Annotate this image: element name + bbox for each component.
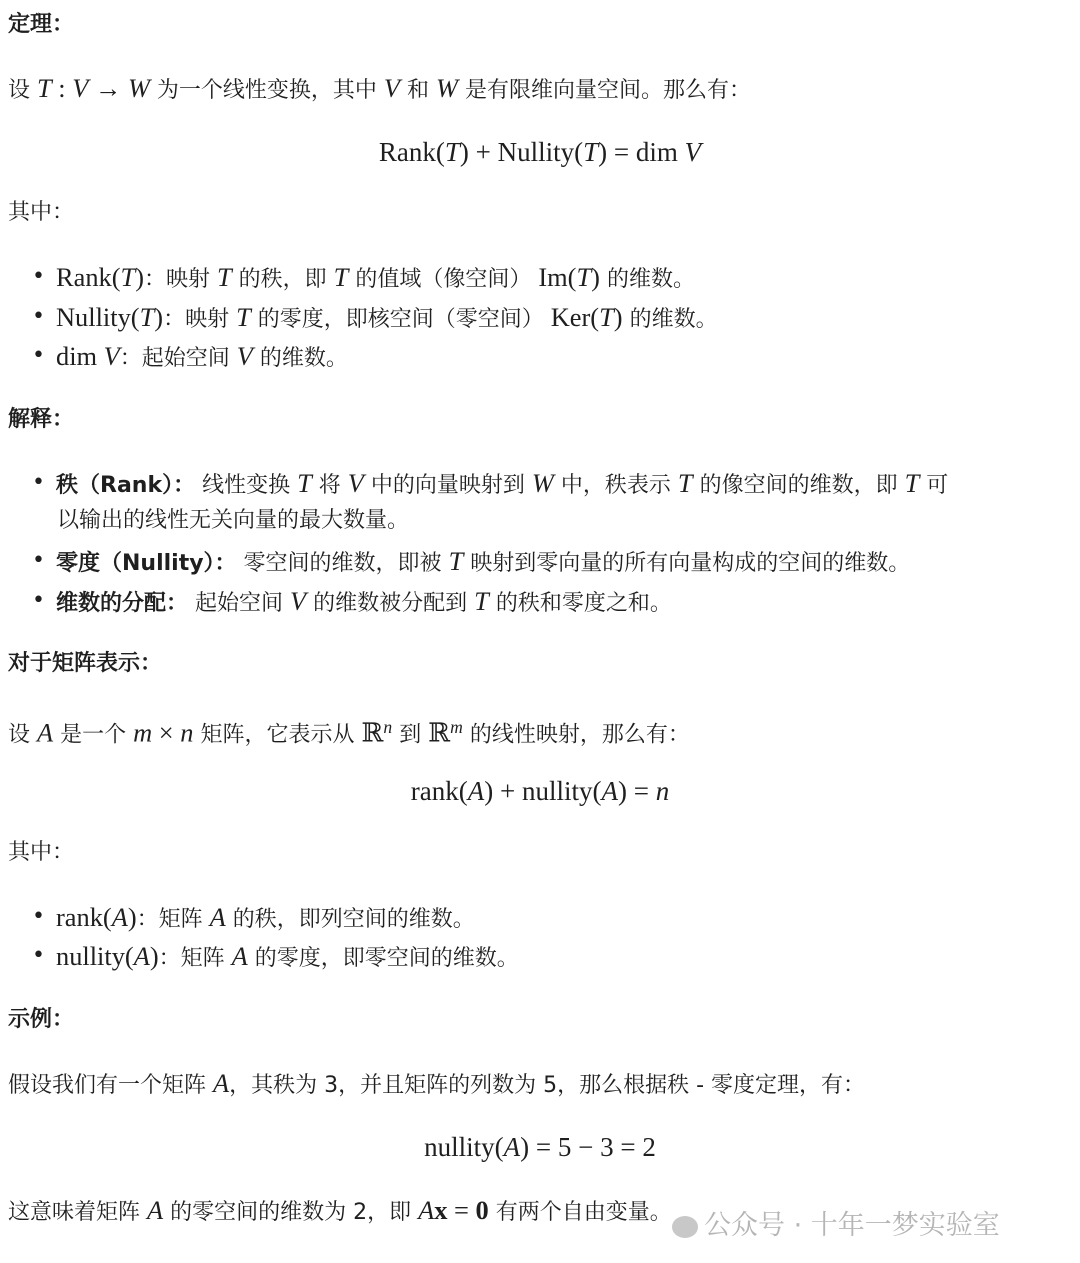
text-segment: 有两个自由变量。 [488, 1200, 672, 1225]
math-segment: A [147, 1195, 164, 1225]
list-item [32, 546, 911, 579]
math-segment: A [418, 1195, 435, 1225]
text-segment: ：起始空间 [119, 346, 237, 371]
text-segment: 零空间的维数，即被 [236, 551, 449, 576]
paragraph [8, 838, 74, 868]
text-segment: 的零空间的维数为 2，即 [163, 1200, 419, 1225]
text-segment: 中，秩表示 [553, 473, 678, 498]
math-segment: = [447, 1195, 476, 1225]
math-segment: Nullity( [56, 302, 140, 332]
math-segment: A [37, 717, 54, 748]
math-segment: ) [591, 262, 600, 292]
math-segment: n [655, 776, 670, 806]
text-segment: 这意味着矩阵 [8, 1200, 147, 1225]
math-segment: ℝ [428, 717, 451, 748]
math-segment: T [297, 468, 312, 498]
math-segment: V [72, 73, 89, 103]
math-segment: ℝ [361, 717, 384, 748]
math-segment: A [213, 1068, 230, 1098]
list-item [32, 468, 949, 501]
paragraph [8, 198, 74, 228]
math-segment: W [531, 468, 554, 498]
text-segment: 将 [311, 473, 348, 498]
math-segment: T [120, 262, 136, 292]
bullet-icon: • [32, 343, 45, 368]
text-segment: 的零度，即零空间的维数。 [247, 946, 519, 971]
math-segment: 0 [475, 1195, 489, 1225]
math-segment: m [450, 717, 463, 737]
math-segment: dim [56, 341, 104, 371]
text-segment: 假设我们有一个矩阵 [8, 1073, 213, 1098]
math-segment: V [347, 468, 364, 498]
text-segment: 其中： [8, 840, 75, 865]
watermark [672, 1203, 1000, 1242]
text-segment: 矩阵，它表示从 [193, 722, 362, 748]
math-segment: T [333, 262, 349, 292]
text-segment: 维数的分配： [56, 591, 189, 616]
math-segment: rank( [410, 776, 468, 806]
text-segment: 的维数。 [599, 267, 695, 292]
math-segment: A [209, 902, 226, 932]
text-segment: 的线性映射，那么有： [462, 722, 690, 748]
math-segment: V [236, 341, 253, 371]
equation [0, 776, 1080, 807]
text-segment: ：矩阵 [158, 946, 232, 971]
math-segment: ) [135, 262, 144, 292]
math-segment: : [51, 73, 73, 103]
math-segment: x [434, 1195, 448, 1225]
math-segment: → [88, 73, 128, 103]
list-item [32, 902, 475, 935]
equation [0, 1132, 1080, 1163]
math-segment: V [383, 73, 401, 103]
text-segment: ，其秩为 3，并且矩阵的列数为 5，那么根据秩 - 零度定理，有： [229, 1073, 866, 1098]
math-segment: T [474, 586, 489, 616]
bullet-icon: • [32, 264, 45, 289]
math-segment: Rank( [56, 262, 121, 292]
text-segment: 是一个 [53, 722, 134, 748]
math-segment: nullity( [424, 1132, 504, 1162]
math-segment: T [139, 302, 155, 332]
math-segment: Ker( [550, 302, 600, 332]
math-segment: ) = dim [598, 137, 685, 167]
math-segment: T [37, 73, 52, 103]
list-item [32, 302, 718, 335]
text-segment: 的维数被分配到 [306, 591, 475, 616]
text-segment: 的秩，即 [231, 267, 334, 292]
math-segment: Rank( [378, 137, 445, 167]
math-segment: T [904, 468, 920, 498]
math-segment: ) + nullity( [484, 776, 602, 806]
text-segment: ：矩阵 [136, 907, 210, 932]
text-segment: 的像空间的维数，即 [692, 473, 905, 498]
paragraph [8, 1068, 865, 1101]
math-segment: × [152, 717, 181, 748]
bullet-icon: • [32, 470, 45, 495]
math-segment: A [231, 941, 248, 971]
text-segment: 映射到零向量的所有向量构成的空间的维数。 [463, 551, 911, 576]
watermark-text: 公众号 · 十年一梦实验室 [704, 1210, 1000, 1241]
bullet-icon: • [32, 548, 45, 573]
wechat-icon [672, 1216, 698, 1238]
section-heading [8, 405, 74, 435]
text-segment: 设 [8, 78, 37, 103]
text-segment: 设 [8, 722, 37, 748]
text-segment: 是有限维向量空间。那么有： [458, 78, 752, 103]
math-segment: ) + Nullity( [459, 137, 584, 167]
section-heading [8, 1005, 74, 1035]
text-segment: 线性变换 [195, 473, 298, 498]
math-segment: ) = 5 − 3 = 2 [520, 1132, 656, 1162]
paragraph [8, 73, 751, 106]
bullet-icon: • [32, 904, 45, 929]
text-segment: 秩（Rank）： [56, 473, 196, 498]
math-segment: A [467, 776, 485, 806]
math-segment: V [103, 341, 120, 371]
text-segment: 起始空间 [188, 591, 291, 616]
math-segment: n [180, 717, 194, 748]
math-segment: T [576, 262, 592, 292]
paragraph [8, 1195, 672, 1228]
text-segment: 到 [392, 722, 429, 748]
math-segment: W [436, 73, 459, 103]
text-segment: 为一个线性变换，其中 [149, 78, 384, 103]
text-segment: 的维数。 [622, 307, 718, 332]
math-segment: T [236, 302, 251, 332]
math-segment: V [684, 137, 702, 167]
paragraph [8, 712, 690, 750]
math-segment: T [583, 137, 599, 167]
section-heading [8, 649, 162, 679]
text-segment: 的维数。 [252, 346, 348, 371]
math-segment: ) [127, 902, 137, 932]
text-segment: ：映射 [143, 267, 217, 292]
math-segment: T [448, 546, 464, 576]
text-segment: 的秩，即列空间的维数。 [225, 907, 475, 932]
bullet-icon: • [32, 588, 45, 613]
math-segment: rank( [56, 902, 112, 932]
math-segment: m [133, 717, 153, 748]
section-heading [8, 10, 74, 40]
math-segment: ) [154, 302, 164, 332]
math-segment: A [503, 1132, 521, 1162]
text-segment: 以输出的线性无关向量的最大数量。 [57, 508, 410, 533]
text-segment: 解释： [8, 407, 75, 432]
math-segment: W [127, 73, 150, 103]
text-segment: 定理： [8, 12, 75, 37]
list-item [32, 341, 348, 374]
text-segment: 示例： [8, 1007, 75, 1032]
text-segment: 的零度，即核空间（零空间） [250, 307, 551, 332]
text-segment: 的值域（像空间） [348, 267, 539, 292]
text-segment: 对于矩阵表示： [8, 651, 163, 676]
math-segment: nullity( [56, 941, 134, 971]
text-segment: 中的向量映射到 [363, 473, 532, 498]
math-segment: ) [613, 302, 623, 332]
bullet-icon: • [32, 304, 45, 329]
text-segment: 和 [400, 78, 437, 103]
math-segment: A [111, 902, 128, 932]
math-segment: ) = [617, 776, 656, 806]
list-item [32, 262, 695, 295]
text-segment: ：映射 [163, 307, 237, 332]
text-segment: 零度（Nullity）： [56, 551, 237, 576]
math-segment: T [216, 262, 232, 292]
math-segment: T [599, 302, 614, 332]
list-item [32, 941, 519, 974]
text-segment: 可 [919, 473, 949, 498]
math-segment: ) [149, 941, 159, 971]
list-item [57, 506, 409, 536]
math-segment: A [601, 776, 618, 806]
math-segment: V [290, 586, 307, 616]
equation [0, 137, 1080, 168]
math-segment: n [383, 717, 393, 737]
list-item [32, 586, 672, 619]
text-segment: 的秩和零度之和。 [488, 591, 672, 616]
math-segment: T [444, 137, 460, 167]
bullet-icon: • [32, 943, 45, 968]
math-segment: Im( [538, 262, 577, 292]
text-segment: 其中： [8, 200, 75, 225]
math-segment: A [133, 941, 150, 971]
math-segment: T [677, 468, 693, 498]
